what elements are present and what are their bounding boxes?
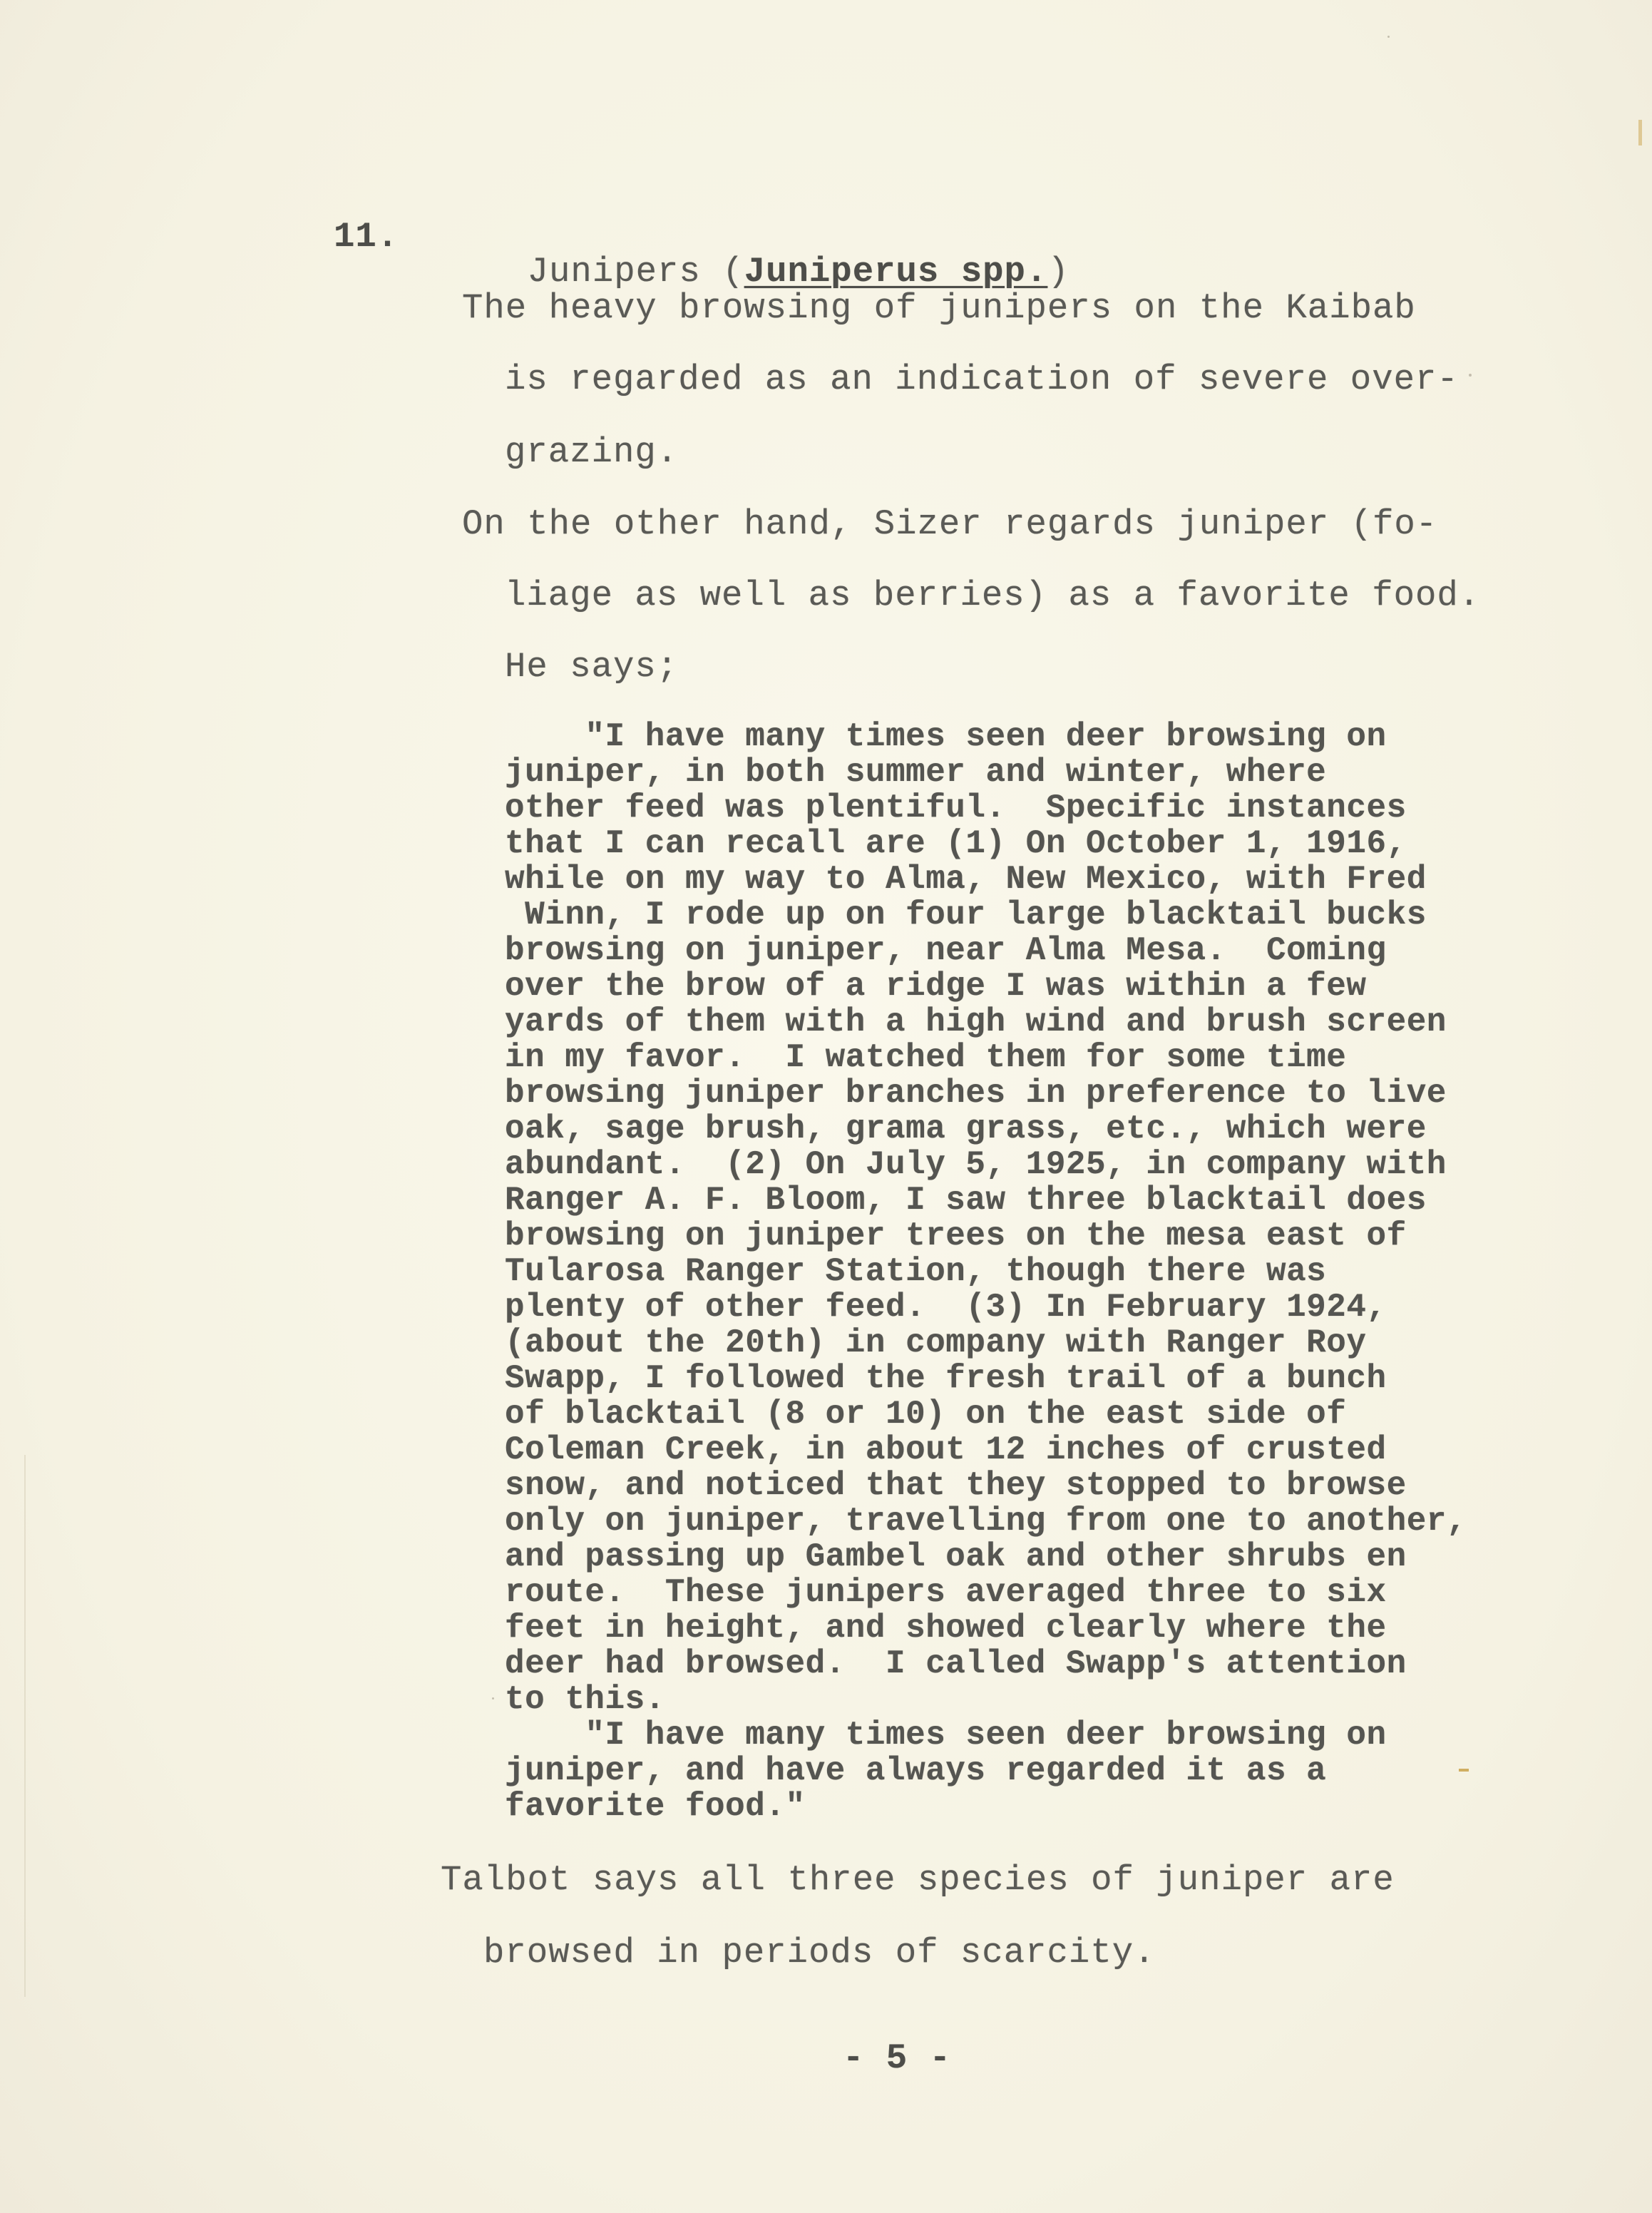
quote-line: and passing up Gambel oak and other shrubs en	[505, 1538, 1407, 1575]
paper-edge	[24, 1455, 26, 1997]
paragraph-1-line-1: The heavy browsing of junipers on the Kaibab	[462, 288, 1416, 328]
quote-line: browsing on juniper, near Alma Mesa. Coming	[505, 932, 1387, 969]
paragraph-3-line-1: He says;	[505, 647, 679, 687]
quote-line: juniper, and have always regarded it as a	[505, 1752, 1327, 1789]
section-title-common: Junipers	[527, 252, 701, 292]
ink-mark	[1459, 1769, 1469, 1772]
quote-line: "I have many times seen deer browsing on	[505, 718, 1387, 755]
ink-mark	[1638, 120, 1642, 145]
quote-line: feet in height, and showed clearly where the	[505, 1610, 1387, 1647]
quote-line: Tularosa Ranger Station, though there was	[505, 1253, 1327, 1290]
paper-speck	[1387, 36, 1390, 38]
paragraph-2-line-2: liage as well as berries) as a favorite food.	[505, 576, 1481, 615]
quote-line: Swapp, I followed the fresh trail of a bunch	[505, 1360, 1387, 1397]
quote-line: (about the 20th) in company with Ranger Roy	[505, 1324, 1367, 1361]
quote-line: oak, sage brush, grama grass, etc., which were	[505, 1110, 1427, 1148]
paragraph-2-line-1: On the other hand, Sizer regards juniper (fo-	[462, 504, 1438, 544]
closing-line-1: Talbot says all three species of juniper are	[441, 1860, 1395, 1900]
quote-line: in my favor. I watched them for some time	[505, 1039, 1347, 1076]
quote-line: plenty of other feed. (3) In February 1924,	[505, 1289, 1387, 1326]
scientific-open-paren: (	[722, 252, 744, 292]
quote-line: route. These junipers averaged three to six	[505, 1574, 1387, 1611]
quote-line: abundant. (2) On July 5, 1925, in company with	[505, 1146, 1447, 1183]
quote-line: "I have many times seen deer browsing on	[505, 1717, 1387, 1754]
quote-line: deer had browsed. I called Swapp's attention	[505, 1645, 1407, 1682]
paper-speck	[1469, 374, 1472, 377]
quote-line: browsing juniper branches in preference to live	[505, 1075, 1447, 1112]
quote-line: of blacktail (8 or 10) on the east side of	[505, 1396, 1347, 1433]
quote-line: Coleman Creek, in about 12 inches of crusted	[505, 1431, 1387, 1468]
section-number: 11.	[334, 217, 399, 257]
closing-line-2: browsed in periods of scarcity.	[483, 1933, 1156, 1973]
quote-line: Ranger A. F. Bloom, I saw three blacktail does	[505, 1182, 1427, 1219]
paper-speck	[492, 1697, 494, 1700]
paragraph-1-line-3: grazing.	[505, 432, 679, 472]
quote-line: other feed was plentiful. Specific instances	[505, 789, 1407, 827]
quote-line: Winn, I rode up on four large blacktail bucks	[505, 896, 1427, 934]
quote-line: snow, and noticed that they stopped to browse	[505, 1467, 1407, 1504]
quote-line: favorite food."	[505, 1788, 806, 1825]
page-number: - 5 -	[843, 2038, 952, 2078]
quote-line: while on my way to Alma, New Mexico, with Fred	[505, 861, 1427, 898]
scientific-close-paren: )	[1047, 252, 1069, 292]
paragraph-1-line-2: is regarded as an indication of severe over-	[505, 359, 1459, 399]
quote-line: browsing on juniper trees on the mesa east of	[505, 1217, 1407, 1254]
scientific-name: Juniperus spp.	[744, 252, 1048, 292]
quote-line: juniper, in both summer and winter, where	[505, 754, 1327, 791]
quote-line: over the brow of a ridge I was within a few	[505, 968, 1367, 1005]
quote-line: to this.	[505, 1681, 665, 1718]
quote-line: that I can recall are (1) On October 1, 1916,	[505, 825, 1407, 862]
quote-line: yards of them with a high wind and brush screen	[505, 1003, 1447, 1041]
quote-line: only on juniper, travelling from one to another,	[505, 1503, 1467, 1540]
